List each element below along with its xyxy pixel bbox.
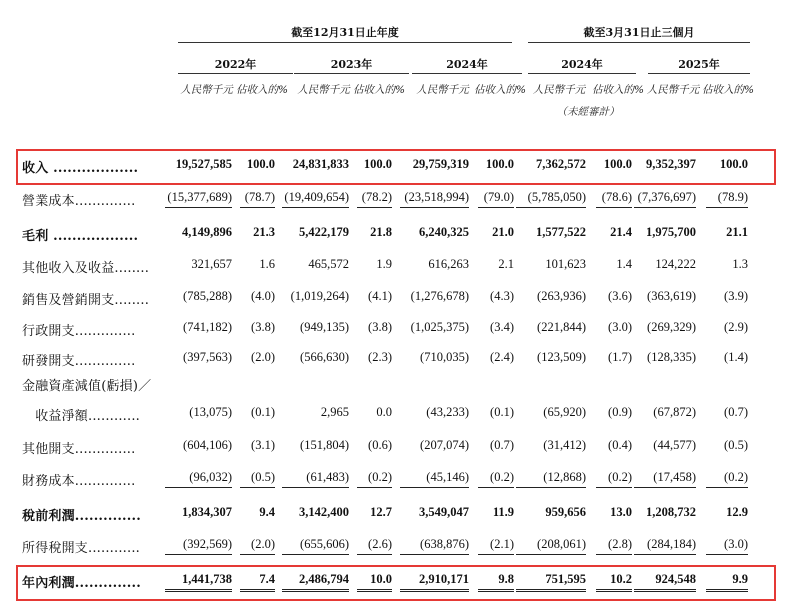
amount-cell: (741,182): [183, 320, 232, 334]
profit-highlight-box: [16, 565, 776, 601]
unaudited-note: （未經審計）: [556, 106, 620, 118]
percent-cell: (78.7): [240, 190, 275, 208]
year-header-rule: [294, 73, 409, 74]
percent-cell: (2.8): [596, 537, 632, 555]
quarter-header-rule: [528, 42, 750, 43]
amount-cell: 29,759,319: [412, 157, 469, 171]
amount-cell: (566,630): [300, 350, 349, 364]
percent-cell: 21.4: [610, 225, 632, 239]
percent-cell: (0.4): [608, 438, 632, 452]
percent-cell: 1.4: [616, 257, 632, 271]
amount-cell: 1,975,700: [646, 225, 696, 239]
amount-cell: (221,844): [537, 320, 586, 334]
percent-cell: (0.9): [608, 405, 632, 419]
row-label: 其他開支..............: [22, 442, 136, 457]
percent-cell: 1.3: [732, 257, 748, 271]
amount-cell: (604,106): [183, 438, 232, 452]
percent-cell: 21.1: [726, 225, 748, 239]
percent-cell: 13.0: [610, 505, 632, 519]
percent-cell: 9.8: [478, 572, 514, 592]
year-header-rule: [412, 73, 522, 74]
row-label: 收益淨額............: [22, 409, 140, 424]
amount-cell: (19,409,654): [282, 190, 349, 208]
year-header-rule: [648, 73, 750, 74]
percent-cell: (4.0): [251, 289, 275, 303]
percent-cell: (0.2): [706, 470, 748, 488]
percent-cell: 10.0: [357, 572, 392, 592]
row-label: 金融資產減值(虧損)／: [22, 379, 152, 394]
unit-pct-label: 佔收入的%: [592, 84, 644, 96]
amount-cell: (151,804): [300, 438, 349, 452]
amount-cell: (5,785,050): [516, 190, 586, 208]
year-header: 2025年: [678, 58, 720, 71]
percent-cell: 2.1: [498, 257, 514, 271]
percent-cell: (2.0): [240, 537, 275, 555]
amount-cell: (638,876): [400, 537, 469, 555]
percent-cell: 9.9: [706, 572, 748, 592]
amount-cell: (44,577): [653, 438, 696, 452]
percent-cell: (4.1): [368, 289, 392, 303]
amount-cell: 959,656: [545, 505, 586, 519]
amount-cell: (207,074): [420, 438, 469, 452]
amount-cell: (7,376,697): [634, 190, 696, 208]
amount-cell: (15,377,689): [165, 190, 232, 208]
amount-cell: 465,572: [308, 257, 349, 271]
percent-cell: 12.9: [726, 505, 748, 519]
unit-rmb-label: 人民幣千元: [416, 84, 469, 96]
percent-cell: (3.8): [368, 320, 392, 334]
amount-cell: (1,025,375): [410, 320, 469, 334]
percent-cell: (2.3): [368, 350, 392, 364]
unit-rmb-label: 人民幣千元: [532, 84, 586, 96]
percent-cell: 21.8: [370, 225, 392, 239]
percent-cell: (0.7): [490, 438, 514, 452]
row-label: 財務成本..............: [22, 474, 136, 489]
amount-cell: 924,548: [634, 572, 696, 592]
unit-pct-label: 佔收入的%: [474, 84, 526, 96]
percent-cell: (2.1): [478, 537, 514, 555]
percent-cell: (3.8): [251, 320, 275, 334]
row-label: 收入 ..................: [22, 161, 139, 176]
row-label: 行政開支..............: [22, 324, 136, 339]
amount-cell: (363,619): [647, 289, 696, 303]
row-label: 研發開支..............: [22, 354, 136, 369]
percent-cell: (0.2): [478, 470, 514, 488]
percent-cell: (4.3): [490, 289, 514, 303]
amount-cell: (392,569): [165, 537, 232, 555]
amount-cell: (61,483): [282, 470, 349, 488]
amount-cell: (123,509): [537, 350, 586, 364]
amount-cell: 2,486,794: [282, 572, 349, 592]
percent-cell: (78.2): [357, 190, 392, 208]
percent-cell: 100.0: [246, 157, 275, 171]
amount-cell: (1,019,264): [290, 289, 349, 303]
percent-cell: 12.7: [370, 505, 392, 519]
amount-cell: (949,135): [300, 320, 349, 334]
amount-cell: 3,549,047: [419, 505, 469, 519]
amount-cell: (45,146): [400, 470, 469, 488]
amount-cell: 124,222: [655, 257, 696, 271]
percent-cell: (3.6): [608, 289, 632, 303]
year-header-rule: [178, 73, 293, 74]
amount-cell: (208,061): [516, 537, 586, 555]
percent-cell: (0.7): [724, 405, 748, 419]
percent-cell: 1.9: [376, 257, 392, 271]
quarter-period-header: 截至3月31日止三個月: [583, 26, 695, 39]
amount-cell: 2,965: [320, 405, 349, 419]
percent-cell: (0.1): [251, 405, 275, 419]
row-label: 所得稅開支............: [22, 541, 140, 556]
amount-cell: (43,233): [426, 405, 469, 419]
percent-cell: 21.3: [253, 225, 275, 239]
percent-cell: 10.2: [596, 572, 632, 592]
percent-cell: 1.6: [259, 257, 275, 271]
percent-cell: (0.2): [357, 470, 392, 488]
percent-cell: 100.0: [363, 157, 392, 171]
amount-cell: 4,149,896: [182, 225, 232, 239]
amount-cell: 5,422,179: [299, 225, 349, 239]
amount-cell: 1,208,732: [646, 505, 696, 519]
annual-header-rule: [178, 42, 512, 43]
row-label: 銷售及營銷開支........: [22, 293, 150, 308]
percent-cell: 7.4: [240, 572, 275, 592]
amount-cell: (17,458): [634, 470, 696, 488]
amount-cell: (67,872): [653, 405, 696, 419]
percent-cell: 100.0: [485, 157, 514, 171]
year-header: 2024年: [561, 58, 603, 71]
percent-cell: (2.0): [251, 350, 275, 364]
amount-cell: 616,263: [428, 257, 469, 271]
percent-cell: (1.7): [608, 350, 632, 364]
unit-pct-label: 佔收入的%: [702, 84, 754, 96]
year-header: 2022年: [214, 58, 257, 71]
amount-cell: (65,920): [543, 405, 586, 419]
amount-cell: (23,518,994): [400, 190, 469, 208]
amount-cell: 6,240,325: [419, 225, 469, 239]
percent-cell: (78.9): [706, 190, 748, 208]
amount-cell: 3,142,400: [299, 505, 349, 519]
amount-cell: 7,362,572: [536, 157, 586, 171]
annual-period-header: 截至12月31日止年度: [291, 26, 399, 39]
percent-cell: (3.0): [706, 537, 748, 555]
amount-cell: (12,868): [516, 470, 586, 488]
amount-cell: (710,035): [420, 350, 469, 364]
percent-cell: (0.2): [596, 470, 632, 488]
percent-cell: 100.0: [603, 157, 632, 171]
percent-cell: 9.4: [259, 505, 275, 519]
row-label: 年內利潤..............: [22, 576, 141, 591]
year-header-rule: [528, 73, 636, 74]
percent-cell: (3.4): [490, 320, 514, 334]
percent-cell: (2.9): [724, 320, 748, 334]
amount-cell: 1,441,738: [165, 572, 232, 592]
amount-cell: (263,936): [537, 289, 586, 303]
amount-cell: 1,834,307: [182, 505, 232, 519]
amount-cell: 24,831,833: [292, 157, 349, 171]
percent-cell: (3.9): [724, 289, 748, 303]
amount-cell: 9,352,397: [646, 157, 696, 171]
amount-cell: (284,184): [634, 537, 696, 555]
amount-cell: (397,563): [183, 350, 232, 364]
amount-cell: 751,595: [516, 572, 586, 592]
amount-cell: (1,276,678): [410, 289, 469, 303]
amount-cell: 1,577,522: [536, 225, 586, 239]
percent-cell: (0.5): [724, 438, 748, 452]
amount-cell: (13,075): [189, 405, 232, 419]
unit-pct-label: 佔收入的%: [353, 84, 405, 96]
percent-cell: 0.0: [376, 405, 392, 419]
percent-cell: (2.4): [490, 350, 514, 364]
amount-cell: 321,657: [191, 257, 232, 271]
amount-cell: (128,335): [647, 350, 696, 364]
year-header: 2023年: [330, 58, 373, 71]
percent-cell: 21.0: [492, 225, 514, 239]
percent-cell: (0.6): [368, 438, 392, 452]
revenue-highlight-box: [16, 149, 776, 185]
row-label: 營業成本..............: [22, 194, 136, 209]
row-label: 其他收入及收益........: [22, 261, 150, 276]
percent-cell: (79.0): [478, 190, 514, 208]
unit-pct-label: 佔收入的%: [236, 84, 288, 96]
unit-rmb-label: 人民幣千元: [180, 84, 233, 96]
unit-rmb-label: 人民幣千元: [646, 84, 700, 96]
amount-cell: 2,910,171: [400, 572, 469, 592]
percent-cell: (0.1): [490, 405, 514, 419]
percent-cell: (3.1): [251, 438, 275, 452]
amount-cell: 101,623: [545, 257, 586, 271]
percent-cell: (2.6): [357, 537, 392, 555]
year-header: 2024年: [446, 58, 488, 71]
amount-cell: (96,032): [165, 470, 232, 488]
row-label: 毛利 ..................: [22, 229, 139, 244]
percent-cell: (1.4): [724, 350, 748, 364]
amount-cell: (785,288): [183, 289, 232, 303]
amount-cell: (269,329): [647, 320, 696, 334]
row-label: 稅前利潤..............: [22, 509, 141, 524]
percent-cell: (3.0): [608, 320, 632, 334]
amount-cell: (31,412): [543, 438, 586, 452]
percent-cell: (0.5): [240, 470, 275, 488]
amount-cell: (655,606): [282, 537, 349, 555]
percent-cell: (78.6): [596, 190, 632, 208]
amount-cell: 19,527,585: [175, 157, 232, 171]
percent-cell: 11.9: [492, 505, 514, 519]
percent-cell: 100.0: [719, 157, 748, 171]
unit-rmb-label: 人民幣千元: [297, 84, 350, 96]
